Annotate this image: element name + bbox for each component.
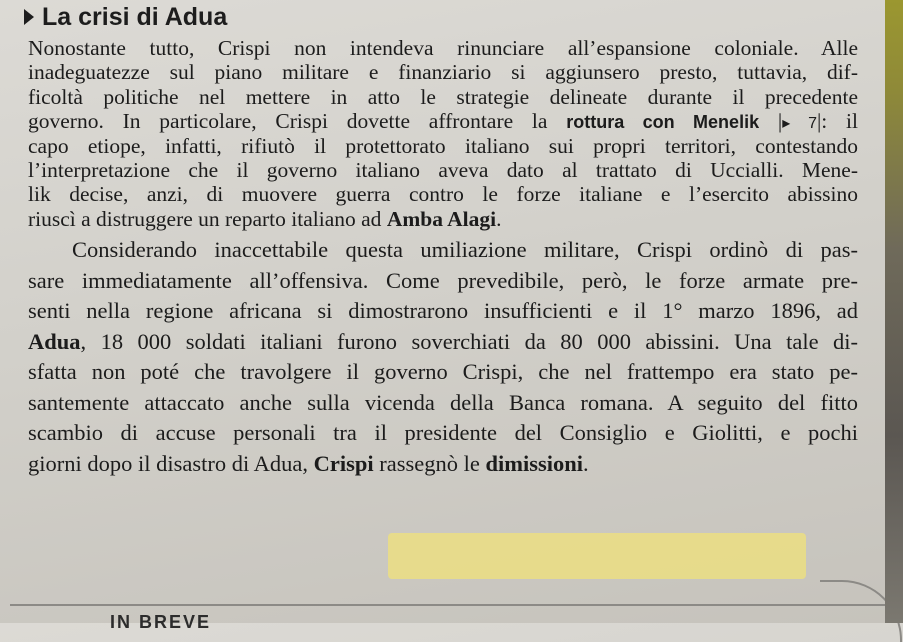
text-line: sare immediatamente all’offensiva. Come prevedibile, però, le forze armate pre- bbox=[28, 267, 858, 293]
keyword-crispi: Crispi bbox=[313, 450, 374, 476]
next-section-heading-cut: IN BREVE bbox=[110, 612, 212, 632]
text-line: riuscì a distruggere un reparto italiano ad Amba Alagi. bbox=[28, 206, 502, 231]
triangle-bullet-icon bbox=[24, 9, 34, 25]
paragraph-2 bbox=[28, 235, 858, 479]
section-divider bbox=[10, 604, 890, 606]
body-text bbox=[28, 36, 858, 479]
page-edge-strip bbox=[885, 0, 903, 623]
text-line: sfatta non poté che travolgere il governo Crispi, che nel frattempo era stato pe- bbox=[28, 359, 858, 385]
text-line: ficoltà politiche nel mettere in atto le strategie delineate durante il precedente bbox=[28, 84, 858, 109]
keyword-rottura-con-menelik: rottura con Menelik bbox=[566, 112, 760, 133]
text-line: santemente attaccato anche sulla vicenda della Banca romana. A seguito del fitto bbox=[28, 389, 858, 415]
text-highlight bbox=[388, 533, 806, 579]
cross-reference-link[interactable]: ▸ 7 bbox=[782, 115, 817, 133]
text-line: capo etiope, infatti, rifiutò il protettorato italiano sui propri territori, contestando bbox=[28, 133, 858, 158]
paragraph-1 bbox=[28, 36, 858, 231]
keyword-dimissioni: dimissioni bbox=[485, 450, 584, 476]
text-line: Considerando inaccettabile questa umiliazione militare, Crispi ordinò di pas- bbox=[72, 237, 858, 263]
text-line: governo. In particolare, Crispi dovette affrontare la rottura con Menelik |▸ 7|: il bbox=[28, 109, 858, 134]
section-heading bbox=[24, 2, 227, 32]
keyword-amba-alagi: Amba Alagi bbox=[386, 206, 497, 231]
text-line: lik decise, anzi, di muovere guerra contro le forze italiane e l’esercito abissino bbox=[28, 182, 858, 207]
section-title: La crisi di Adua bbox=[42, 2, 228, 31]
text-line: giorni dopo il disastro di Adua, Crispi rassegnò le dimissioni. bbox=[28, 450, 589, 476]
text-line: senti nella regione africana si dimostrarono insufficienti e il 1° marzo 1896, ad bbox=[28, 298, 858, 324]
text-line: scambio di accuse personali tra il presidente del Consiglio e Giolitti, e pochi bbox=[28, 420, 858, 446]
text-line: Nonostante tutto, Crispi non intendeva rinunciare all’espansione coloniale. Alle bbox=[28, 36, 858, 60]
text-line: Adua, 18 000 soldati italiani furono soverchiati da 80 000 abissini. Una tale di- bbox=[28, 328, 858, 354]
keyword-adua: Adua bbox=[28, 328, 81, 354]
text-line: inadeguatezze sul piano militare e finanziario si aggiunsero presto, tuttavia, dif- bbox=[28, 60, 858, 85]
text-line: l’interpretazione che il governo italiano aveva dato al trattato di Uccialli. Mene- bbox=[28, 157, 858, 182]
